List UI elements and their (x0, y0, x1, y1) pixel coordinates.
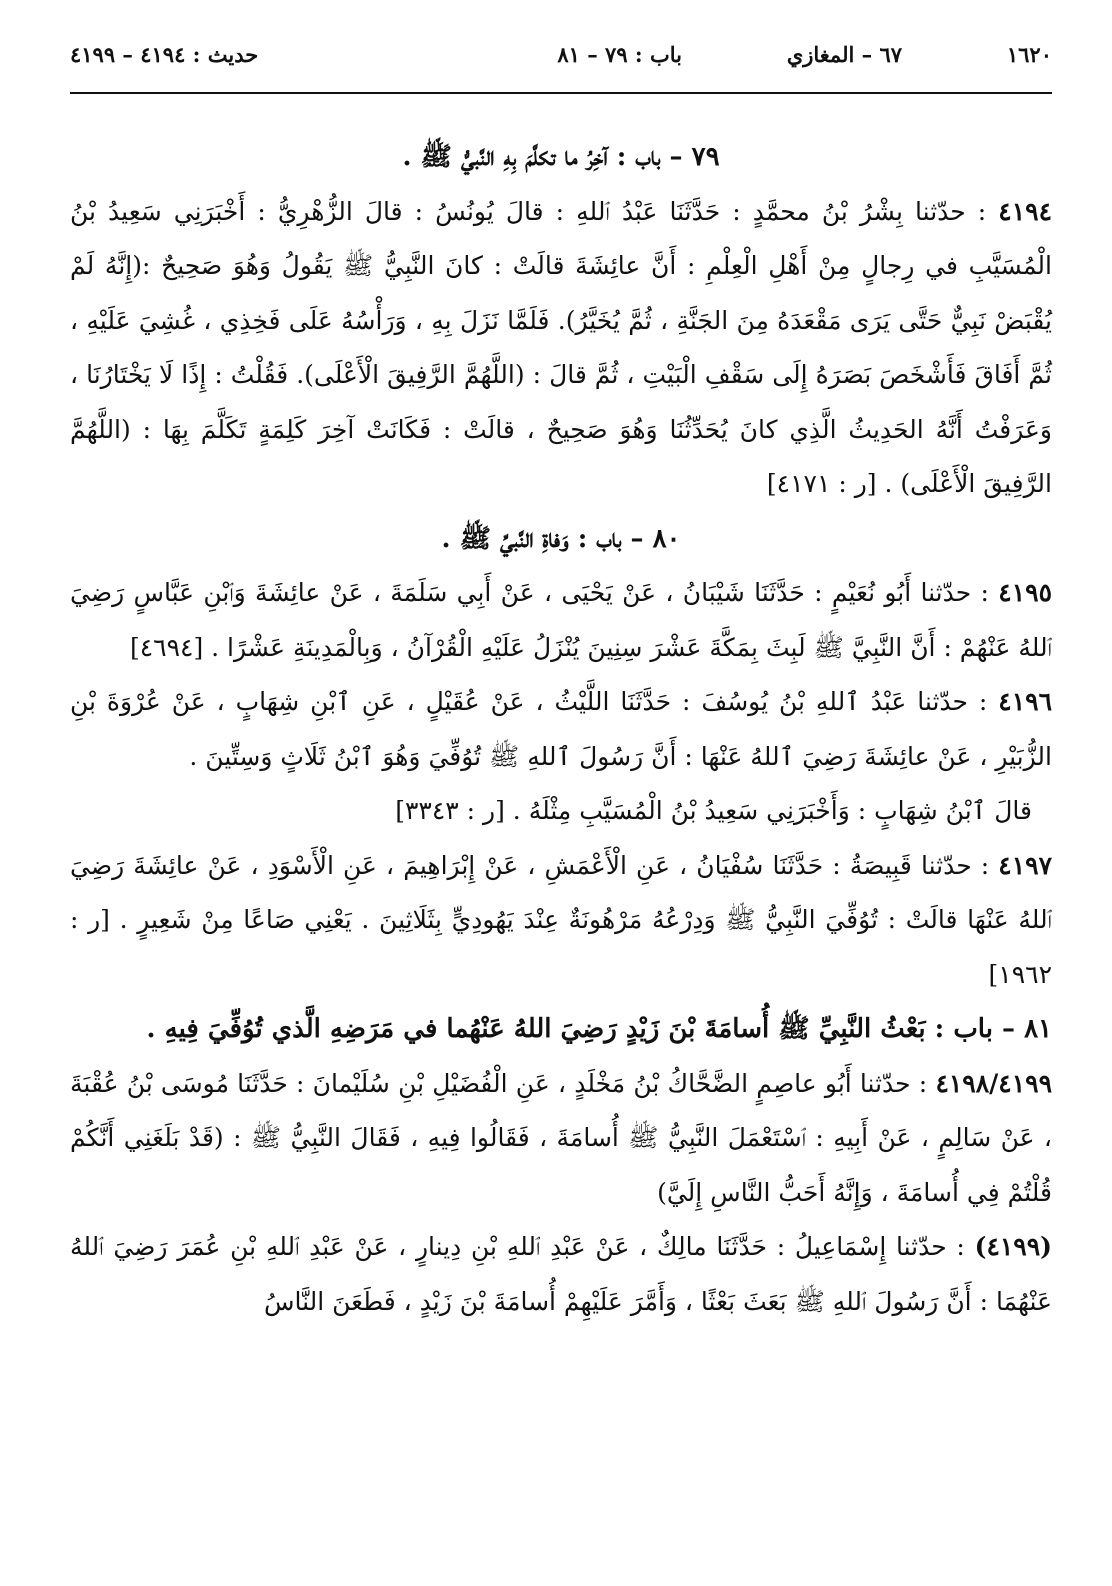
chapter-heading-79: ٧٩ – باب : آخِرُ ما تكلَّمَ بِهِ النَّبيُّ ﷺ . (402, 142, 720, 172)
hadith-4196 (70, 675, 1052, 784)
hadith-4196-addendum: قالَ ٱبْنُ شِهَابٍ : وَأَخْبَرَنِي سَعِيدُ بْنُ الْمُسَيَّبِ مِثْلَهُ . [ر : ٣٣٤٣] (395, 796, 1032, 825)
chapter-heading-80: ٨٠ – باب : وَفاةِ النَّبيِّ ﷺ . (441, 523, 681, 554)
running-header (70, 42, 1052, 82)
hadith-text: : حدّثنا قَبِيصَةُ : حَدَّثَنَا سُفْيَانُ ، عَنِ الْأَعْمَشِ ، عَنْ إِبْرَاهِيمَ ، عَنِ الْأَسْوَدِ ، عَنْ عائِشَةَ رَضِيَ ٱللهُ عَنْهَا قالَتْ : تُوُفِّيَ النَّبِيُّ ﷺ وَدِرْعُهُ مَرْهُونَةٌ عِنْدَ يَهُودِيٍّ بِثَلَاثِينَ . يَعْنِي صَاعًا مِنْ شَعِيرٍ . [ر : ١٩٦٢] (70, 850, 1052, 989)
hadith-4195 (70, 566, 1052, 675)
hadith-number: ٤١٩٦ (998, 687, 1052, 716)
hadith-text: : حدّثنا أَبُو نُعَيْمٍ : حَدَّثَنَا شَيْبَانُ ، عَنْ يَحْيَى ، عَنْ أَبِي سَلَمَةَ ، عَنْ عائِشَةَ وَٱبْنِ عَبَّاسٍ رَضِيَ ٱللهُ عَنْهُمْ : أَنَّ النَّبِيَّ ﷺ لَبِثَ بِمَكَّةَ عَشْرَ سِنِينَ يُنْزَلُ عَلَيْهِ الْقُرْآنُ ، وَبِالْمَدِينَةِ عَشْرًا . [٤٦٩٤] (70, 578, 1052, 662)
hadith-text: : حدّثنا عَبْدُ ٱللهِ بْنُ يُوسُفَ : حَدَّثَنَا اللَّيْثُ ، عَنْ عُقَيْلٍ ، عَنِ ٱبْنِ شِهَابٍ ، عَنْ عُرْوَةَ بْنِ الزُّبَيْرِ ، عَنْ عائِشَةَ رَضِيَ ٱللهُ عَنْهَا : أَنَّ رَسُولَ ٱللهِ ﷺ تُوُفِّيَ وَهُوَ ٱبْنُ ثَلَاثٍ وَسِتِّينَ . (70, 687, 1052, 771)
header-rule (70, 92, 1052, 94)
page-number: ١٦٢٠ (1006, 42, 1052, 67)
chapter-heading-81: ٨١ – باب : بَعْثُ النَّبِيِّ ﷺ أُسامَةَ بْنَ زَيْدٍ رَضِيَ اللهُ عَنْهُما في مَرَضِهِ الَّذي تُوُفِّيَ فِيهِ . (146, 1014, 1052, 1044)
bab-range: باب : ٧٩ – ٨١ (557, 42, 682, 67)
book-title: ٦٧ – المغازي (786, 42, 902, 67)
hadith-number: ٤١٩٤ (998, 196, 1052, 226)
page-content (70, 130, 1052, 1329)
hadith-4194 (70, 185, 1052, 512)
hadith-range: حديث : ٤١٩٤ – ٤١٩٩ (70, 42, 259, 67)
book-page (70, 0, 1052, 1586)
hadith-4197 (70, 839, 1052, 1003)
hadith-4198-4199 (70, 1057, 1052, 1221)
hadith-number: ٤١٩٧ (998, 850, 1052, 880)
hadith-number: (٤١٩٩) (974, 1232, 1052, 1261)
hadith-4199 (70, 1220, 1052, 1329)
hadith-number: ٤١٩٨/٤١٩٩ (935, 1068, 1052, 1098)
hadith-text: : حدّثنا بِشْرُ بْنُ محمَّدٍ : حَدَّثَنَا عَبْدُ ٱللهِ : قالَ يُونُسُ : قالَ الزُّهْرِيُّ : أَخْبَرَنِي سَعِيدُ بْنُ الْمُسَيَّبِ في رِجالٍ مِنْ أَهْلِ الْعِلْمِ : أَنَّ عائِشَةَ قالَتْ : كانَ النَّبِيُّ ﷺ يَقُولُ وَهُوَ صَحِيحٌ :(إِنَّهُ لَمْ يُقْبَضْ نَبِيٌّ حَتَّى يَرَى مَقْعَدَهُ مِنَ الجَنَّةِ ، ثُمَّ يُخَيَّرُ). فَلَمَّا نَزَلَ بِهِ ، وَرَأْسُهُ عَلَى فَخِذِي ، غُشِيَ عَلَيْهِ ، ثُمَّ أَفَاقَ فَأَشْخَصَ بَصَرَهُ إِلَى سَقْفِ الْبَيْتِ ، ثُمَّ قالَ : (اللَّهُمَّ الرَّفِيقَ الْأَعْلَى). فَقُلْتُ : إِذًا لَا يَخْتَارُنَا ، وَعَرَفْتُ أَنَّهُ الحَدِيثُ الَّذِي كانَ يُحَدِّثُنَا وَهُوَ صَحِيحٌ ، قالَتْ : فَكَانَتْ آخِرَ كَلِمَةٍ تَكَلَّمَ بِهَا : (اللَّهُمَّ الرَّفِيقَ الْأَعْلَى) . [ر : ٤١٧١] (70, 196, 1052, 498)
hadith-text: : حدّثنا أَبُو عاصِمٍ الضَّحَّاكُ بْنُ مَخْلَدٍ ، عَنِ الْفُضَيْلِ بْنِ سُلَيْمانَ : حَدَّثَنَا مُوسَى بْنُ عُقْبَةَ ، عَنْ سَالِمٍ ، عَنْ أَبِيهِ : ٱسْتَعْمَلَ النَّبِيُّ ﷺ أُسامَةَ ، فَقَالُوا فِيهِ ، فَقَالَ النَّبِيُّ ﷺ : (قَدْ بَلَغَنِي أَنَّكُمْ قُلْتُمْ فِي أُسامَةَ ، وَإِنَّهُ أَحَبُّ النَّاسِ إِلَيَّ) (70, 1068, 1052, 1207)
hadith-number: ٤١٩٥ (998, 578, 1052, 607)
hadith-text: : حدّثنا إِسْمَاعِيلُ : حَدَّثَنَا مالِكٌ ، عَنْ عَبْدِ ٱللهِ بْنِ دِينارٍ ، عَنْ عَبْدِ ٱللهِ بْنِ عُمَرَ رَضِيَ ٱللهُ عَنْهُمَا : أَنَّ رَسُولَ ٱللهِ ﷺ بَعَثَ بَعْثًا ، وَأَمَّرَ عَلَيْهِمْ أُسامَةَ بْنَ زَيْدٍ ، فَطَعَنَ النَّاسُ (70, 1232, 1052, 1316)
